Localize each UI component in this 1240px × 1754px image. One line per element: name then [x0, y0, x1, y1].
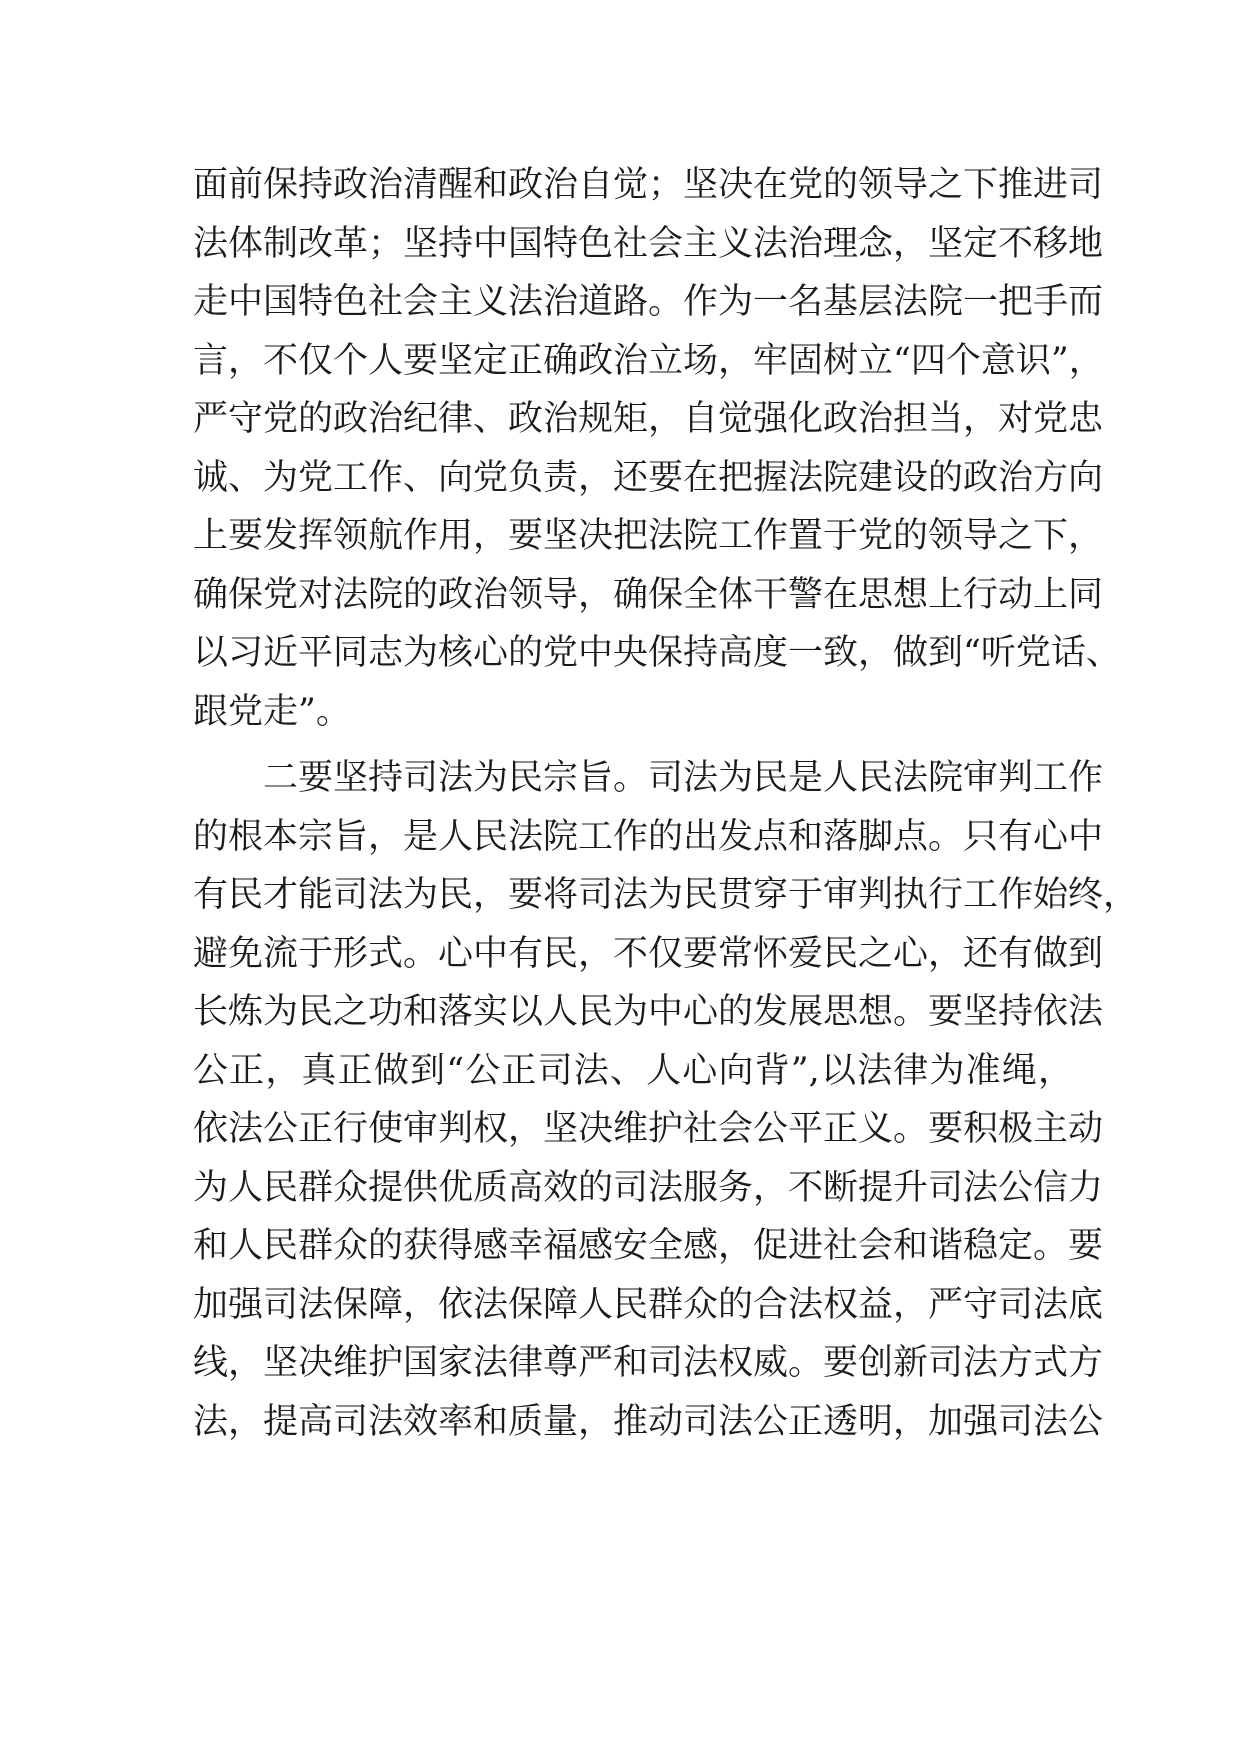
text-line: 言，不仅个人要坚定正确政治立场，牢固树立“四个意识”，: [193, 340, 1104, 381]
text-line: 以习近平同志为核心的党中央保持高度一致，做到“听党话、: [193, 633, 1121, 673]
document-body: [193, 156, 1139, 1451]
text-line: 依法公正行使审判权，坚决维护社会公平正义。要积极主动: [193, 1109, 1104, 1149]
text-line: 避免流于形式。心中有民，不仅要常怀爱民之心，还有做到: [193, 933, 1104, 974]
text-line: 法，提高司法效率和质量，推动司法公正透明，加强司法公: [193, 1401, 1104, 1442]
text-line: 加强司法保障，依法保障人民群众的合法权益，严守司法底: [193, 1284, 1104, 1325]
text-line: 公正，真正做到“公正司法、人心向背”,以法律为准绳，: [193, 1050, 1073, 1091]
text-line: 为人民群众提供优质高效的司法服务，不断提升司法公信力: [193, 1167, 1104, 1208]
text-line: 的根本宗旨，是人民法院工作的出发点和落脚点。只有心中: [193, 816, 1104, 857]
text-line: 上要发挥领航作用，要坚决把法院工作置于党的领导之下，: [193, 516, 1104, 556]
text-line: 确保党对法院的政治领导，确保全体干警在思想上行动上同: [193, 574, 1104, 615]
text-line: 长炼为民之功和落实以人民为中心的发展思想。要坚持依法: [193, 992, 1104, 1032]
paragraph-2: [193, 749, 1139, 1451]
paragraph-1: [193, 156, 1121, 741]
text-line: 有民才能司法为民，要将司法为民贯穿于审判执行工作始终，: [193, 875, 1139, 915]
text-line: 跟党走”。: [193, 691, 351, 732]
text-line: 诚、为党工作、向党负责，还要在把握法院建设的政治方向: [193, 457, 1104, 498]
text-line: 线，坚决维护国家法律尊严和司法权威。要创新司法方式方: [193, 1343, 1104, 1383]
text-line: 法体制改革；坚持中国特色社会主义法治理念，坚定不移地: [193, 223, 1104, 264]
text-line: 二要坚持司法为民宗旨。司法为民是人民法院审判工作: [263, 758, 1104, 798]
text-line: 面前保持政治清醒和政治自觉；坚决在党的领导之下推进司: [193, 165, 1104, 205]
text-line: 走中国特色社会主义法治道路。作为一名基层法院一把手而: [193, 282, 1104, 322]
text-line: 和人民群众的获得感幸福感安全感，促进社会和谐稳定。要: [193, 1226, 1104, 1266]
text-line: 严守党的政治纪律、政治规矩，自觉强化政治担当，对党忠: [193, 399, 1104, 439]
